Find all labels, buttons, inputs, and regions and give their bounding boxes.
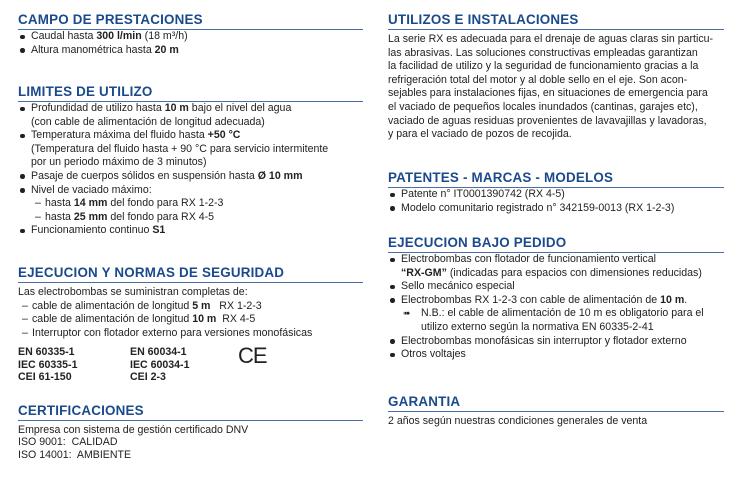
norm: IEC 60335-1 <box>18 358 78 371</box>
list-item: Electrobombas con flotador de funcionamiento vertical “RX-GM” (indicadas para espacios con dimensiones reducidas) <box>388 253 724 280</box>
norms-table <box>18 343 363 384</box>
list-item: Otros voltajes <box>388 348 724 362</box>
heading-garantia: GARANTIA <box>388 394 724 412</box>
norm: CEI 2-3 <box>130 371 166 384</box>
list-item: Profundidad de utilizo hasta 10 m bajo el nivel del agua (con cable de alimentación de longitud adecuada) <box>18 102 363 129</box>
list-item: Nivel de vaciado máximo: – hasta 14 mm del fondo para RX 1-2-3 – hasta 25 mm del fondo para RX 4-5 <box>18 184 363 225</box>
list-item: Patente n° IT0001390742 (RX 4-5) <box>388 188 724 202</box>
ejecucion-sublist <box>18 300 363 341</box>
section-garantia <box>388 394 724 429</box>
list-item: Electrobombas RX 1-2-3 con cable de alimentación de 10 m. ➠ N.B.: el cable de alimentación de 10 m es obligatorio para el utilizo externo según la normativa EN 60335-2-41 <box>388 294 724 335</box>
text-line: refrigeración total del motor y al doble sello en el eje. Son acon- <box>388 73 688 86</box>
list-item: Funcionamiento continuo S1 <box>18 224 363 238</box>
heading-patentes: PATENTES - MARCAS - MODELOS <box>388 170 724 188</box>
nb-note: ➠ N.B.: el cable de alimentación de 10 m es obligatorio para el utilizo externo según la normativa EN 60335-2-41 <box>403 307 704 333</box>
norms-col-1 <box>18 346 130 383</box>
heading-pedido: EJECUCION BAJO PEDIDO <box>388 235 724 253</box>
cert-line: Empresa con sistema de gestión certificado DNV <box>18 424 249 436</box>
list-item: – Interruptor con flotador externo para versiones monofásicas <box>18 327 363 341</box>
text-line: las abrasivas. Las soluciones constructivas empleadas garantizan <box>388 46 698 59</box>
cert-line: ISO 9001: CALIDAD <box>18 436 118 449</box>
text-line: la facilidad de utilizo y la seguridad de funcionamiento gracias a la <box>388 60 699 73</box>
patentes-list <box>388 188 724 215</box>
norm: CEI 61-150 <box>18 371 72 384</box>
list-item: – cable de alimentación de longitud 5 m RX 1-2-3 <box>18 300 363 314</box>
list-item: Pasaje de cuerpos sólidos en suspensión hasta Ø 10 mm <box>18 170 363 184</box>
garantia-text: 2 años según nuestras condiciones generales de venta <box>388 415 648 427</box>
section-campo <box>18 12 363 57</box>
heading-limites: LIMITES DE UTILIZO <box>18 84 363 102</box>
norms-col-2 <box>130 346 238 383</box>
cert-body <box>18 424 363 461</box>
ce-mark-icon: CE <box>238 343 267 369</box>
list-item: Sello mecánico especial <box>388 280 724 294</box>
list-item: Electrobombas monofásicas sin interruptor y flotador externo <box>388 335 724 349</box>
heading-campo: CAMPO DE PRESTACIONES <box>18 12 363 30</box>
utilizos-body <box>388 33 724 142</box>
ejecucion-intro: Las electrobombas se suministran completas de: <box>18 286 248 298</box>
section-patentes <box>388 170 724 215</box>
text-line: La serie RX es adecuada para el drenaje de aguas claras sin particu- <box>388 33 714 45</box>
list-item: – cable de alimentación de longitud 10 m RX 4-5 <box>18 313 363 327</box>
norm: IEC 60034-1 <box>130 358 190 371</box>
cert-line: ISO 14001: AMBIENTE <box>18 448 132 461</box>
limites-list <box>18 102 363 238</box>
pedido-list <box>388 253 724 362</box>
section-pedido <box>388 235 724 362</box>
campo-list <box>18 30 363 57</box>
text-line: sejables para instalaciones fijas, en situaciones de emergencia para <box>388 87 708 100</box>
norm: EN 60034-1 <box>130 346 187 359</box>
norm: EN 60335-1 <box>18 346 75 359</box>
text-line: el vaciado de pequeños locales inundados (cantinas, garajes etc), <box>388 100 698 113</box>
list-item: – hasta 25 mm del fondo para RX 4-5 <box>31 211 363 225</box>
list-item: Altura manométrica hasta 20 m <box>18 44 363 58</box>
section-limites <box>18 84 363 238</box>
list-item: – hasta 14 mm del fondo para RX 1-2-3 <box>31 197 363 211</box>
section-cert <box>18 403 363 461</box>
heading-utilizos: UTILIZOS E INSTALACIONES <box>388 12 724 30</box>
section-ejecucion <box>18 265 363 384</box>
heading-cert: CERTIFICACIONES <box>18 403 363 421</box>
arrow-right-icon: ➠ <box>403 308 411 319</box>
list-item: Modelo comunitario registrado n° 342159-0013 (RX 1-2-3) <box>388 202 724 216</box>
text-line: vaciado de aguas residuas provenientes de lavavajillas y lavadoras, <box>388 114 707 127</box>
list-item: Temperatura máxima del fluido hasta +50 °C (Temperatura del fluido hasta + 90 °C para servicio intermitente por un periodo máximo de 3 minutos) <box>18 129 363 170</box>
list-item: Caudal hasta 300 l/min (18 m³/h) <box>18 30 363 44</box>
text-line: y para el vaciado de pozos de recojida. <box>388 128 572 141</box>
heading-ejecucion: EJECUCION Y NORMAS DE SEGURIDAD <box>18 265 363 283</box>
level-sublist <box>31 197 363 224</box>
section-utilizos <box>388 12 724 142</box>
ejecucion-body <box>18 286 363 340</box>
